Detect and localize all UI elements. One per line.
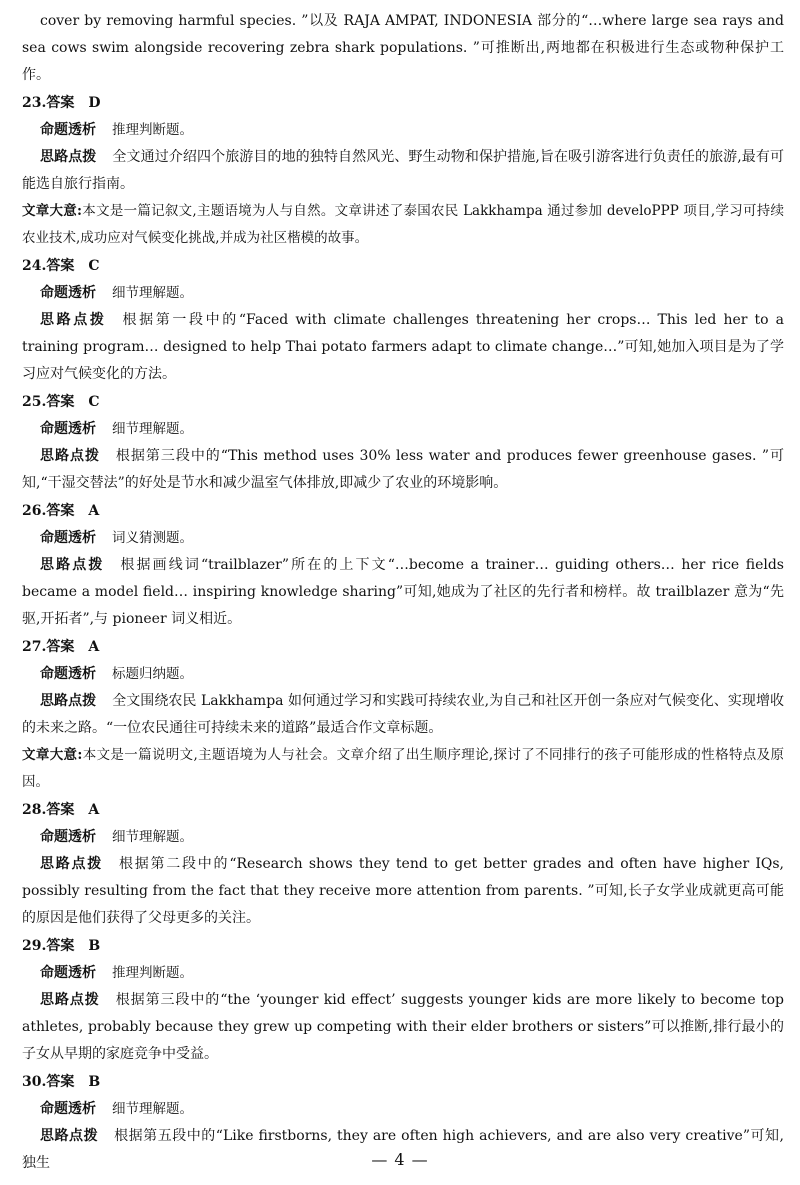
question-type-line <box>22 117 784 144</box>
approach-label: 思路点拨 <box>40 557 105 573</box>
approach-label: 思路点拨 <box>40 149 97 165</box>
question-type: 推理判断题。 <box>112 122 193 138</box>
approach-text: 根据画线词“trailblazer”所在的上下文“…become a trainer… guiding others… her rice fields became a model field… inspiring knowledge sharing”可知,她成为了社区的先行者和榜样。故 trailblazer 意为“先驱,开拓者”,与 pioneer 词义相近。 <box>22 557 784 627</box>
answer-label: 答案 <box>46 802 75 818</box>
question-number: 25. <box>22 394 47 410</box>
summary-text: 本文是一篇记叙文,主题语境为人与自然。文章讲述了泰国农民 Lakkhampa 通过参加 develoPPP 项目,学习可持续农业技术,成功应对气候变化挑战,并成为社区楷模的故事。 <box>22 203 784 246</box>
approach-text: 全文通过介绍四个旅游目的地的独特自然风光、野生动物和保护措施,旨在吸引游客进行负责任的旅游,最有可能选自旅行指南。 <box>22 149 785 192</box>
question-answer-line <box>22 389 784 416</box>
question-type: 标题归纳题。 <box>112 666 193 682</box>
question-number: 23. <box>22 95 47 111</box>
question-type: 推理判断题。 <box>112 965 193 981</box>
approach-text: 根据第二段中的“Research shows they tend to get better grades and often have higher IQs, possibly resulting from the fact that they receive more attention from parents. ”可知,长子女学业成就更高可能的原因是他们获得了父母更多的关注。 <box>22 856 784 926</box>
question-answer-line <box>22 634 784 661</box>
question-number: 30. <box>22 1074 47 1090</box>
answer-value: B <box>88 938 101 954</box>
approach-paragraph <box>22 552 784 633</box>
summary-label: 文章大意: <box>22 203 83 219</box>
answer-label: 答案 <box>46 503 75 519</box>
answer-value: B <box>88 1074 101 1090</box>
question-number: 28. <box>22 802 47 818</box>
continuation-text: cover by removing harmful species. ”以及 RAJA AMPAT, INDONESIA 部分的“…where large sea rays and sea cows swim alongside recovering zebra shark populations. ”可推断出,两地都在积极进行生态或物种保护工作。 <box>22 13 784 83</box>
approach-label: 思路点拨 <box>40 693 97 709</box>
question-type-line <box>22 525 784 552</box>
answer-value: A <box>88 802 100 818</box>
approach-label: 思路点拨 <box>40 856 104 872</box>
approach-paragraph <box>22 307 784 388</box>
approach-text: 根据第三段中的“This method uses 30% less water and produces fewer greenhouse gases. ”可知,“干湿交替法”的好处是节水和减少温室气体排放,即减少了农业的环境影响。 <box>22 448 784 491</box>
analysis-label: 命题透析 <box>40 666 96 682</box>
question-type: 细节理解题。 <box>112 285 193 301</box>
question-type-line <box>22 960 784 987</box>
question-number: 26. <box>22 503 47 519</box>
analysis-label: 命题透析 <box>40 965 96 981</box>
approach-label: 思路点拨 <box>40 992 100 1008</box>
approach-paragraph <box>22 443 784 497</box>
question-number: 24. <box>22 258 47 274</box>
analysis-label: 命题透析 <box>40 829 96 845</box>
approach-paragraph <box>22 851 784 932</box>
answer-label: 答案 <box>46 938 75 954</box>
answer-label: 答案 <box>46 639 75 655</box>
question-type: 细节理解题。 <box>112 1101 193 1117</box>
approach-paragraph <box>22 144 784 198</box>
question-answer-line <box>22 253 784 280</box>
answer-label: 答案 <box>46 258 75 274</box>
analysis-label: 命题透析 <box>40 530 96 546</box>
article-summary <box>22 742 784 796</box>
approach-label: 思路点拨 <box>40 1128 99 1144</box>
answer-value: A <box>88 639 100 655</box>
question-answer-line <box>22 90 784 117</box>
summary-text: 本文是一篇说明文,主题语境为人与社会。文章介绍了出生顺序理论,探讨了不同排行的孩子可能形成的性格特点及原因。 <box>22 747 784 790</box>
approach-text: 根据第三段中的“the ‘younger kid effect’ suggests younger kids are more likely to become top athletes, probably because they grew up competing with their elder brothers or sisters”可以推断,排行最小的子女从早期的家庭竞争中受益。 <box>22 992 785 1062</box>
answer-value: A <box>88 503 100 519</box>
question-type-line <box>22 280 784 307</box>
page-number: — 4 — <box>371 1150 429 1169</box>
question-type-line <box>22 416 784 443</box>
question-answer-line <box>22 797 784 824</box>
approach-text: 全文围绕农民 Lakkhampa 如何通过学习和实践可持续农业,为自己和社区开创一条应对气候变化、实现增收的未来之路。“一位农民通往可持续未来的道路”最适合作文章标题。 <box>22 693 785 736</box>
article-summary <box>22 198 784 252</box>
question-type: 细节理解题。 <box>112 421 193 437</box>
analysis-label: 命题透析 <box>40 1101 96 1117</box>
answer-label: 答案 <box>46 1074 75 1090</box>
approach-text: 根据第五段中的“Like firstborns, they are often high achievers, and are also very creative”可知,独生 <box>22 1128 785 1171</box>
question-number: 27. <box>22 639 47 655</box>
question-number: 29. <box>22 938 47 954</box>
question-answer-line <box>22 498 784 525</box>
approach-label: 思路点拨 <box>40 312 107 328</box>
approach-label: 思路点拨 <box>40 448 100 464</box>
approach-paragraph <box>22 987 784 1068</box>
approach-text: 根据第一段中的“Faced with climate challenges threatening her crops… This led her to a training program… designed to help Thai potato farmers adapt to climate change…”可知,她加入项目是为了学习应对气候变化的方法。 <box>22 312 785 382</box>
approach-paragraph <box>22 688 784 742</box>
summary-label: 文章大意: <box>22 747 83 763</box>
question-type-line <box>22 824 784 851</box>
question-type: 细节理解题。 <box>112 829 193 845</box>
answer-label: 答案 <box>46 394 75 410</box>
answer-content <box>22 8 784 1177</box>
analysis-label: 命题透析 <box>40 122 96 138</box>
answer-label: 答案 <box>46 95 75 111</box>
analysis-label: 命题透析 <box>40 421 96 437</box>
question-type-line <box>22 1096 784 1123</box>
question-answer-line <box>22 933 784 960</box>
answer-value: C <box>88 394 100 410</box>
answer-value: C <box>88 258 100 274</box>
analysis-label: 命题透析 <box>40 285 96 301</box>
question-type-line <box>22 661 784 688</box>
answer-value: D <box>88 95 101 111</box>
question-type: 词义猜测题。 <box>112 530 193 546</box>
question-answer-line <box>22 1069 784 1096</box>
